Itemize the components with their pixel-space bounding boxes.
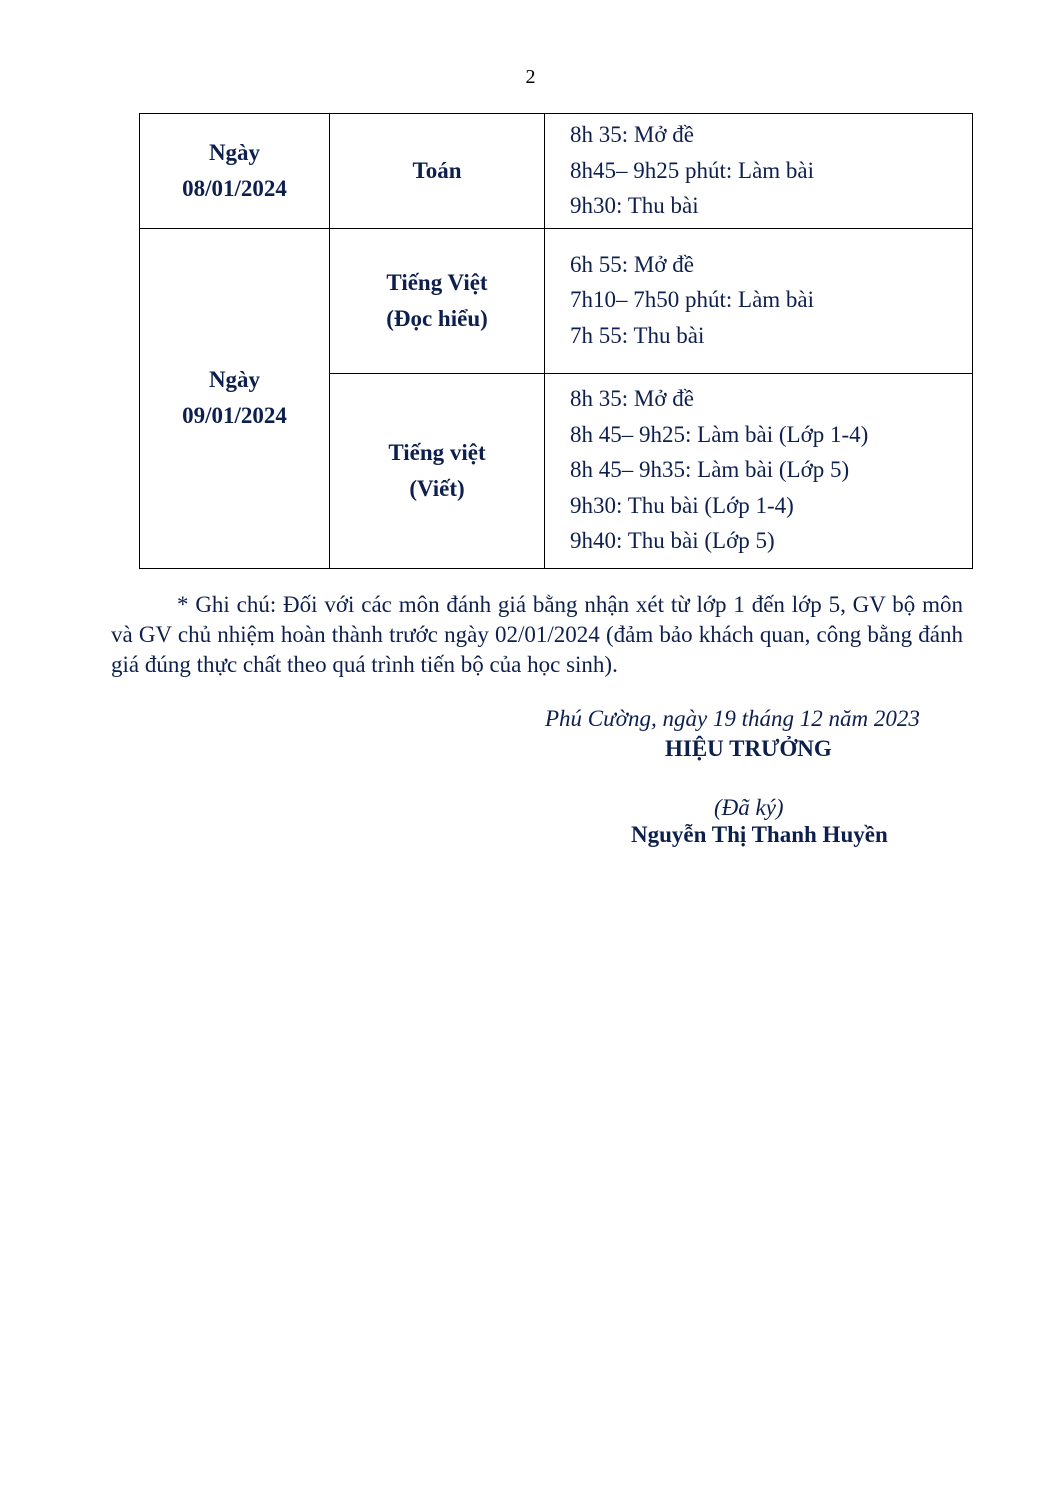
time-entry: 9h40: Thu bài (Lớp 5) (570, 528, 775, 554)
page-number: 2 (525, 66, 536, 88)
subject-detail: (Đọc hiểu) (386, 305, 488, 331)
signature-place-date: Phú Cường, ngày 19 tháng 12 năm 2023 (545, 706, 920, 731)
table-row (140, 114, 973, 229)
table-row (140, 228, 973, 373)
time-entry: 9h30: Thu bài (Lớp 1-4) (570, 492, 794, 518)
times-cell (545, 373, 973, 568)
time-entry: 8h 35: Mở đề (570, 386, 694, 412)
time-entry: 7h10– 7h50 phút: Làm bài (570, 287, 815, 313)
subject-name: Tiếng việt (388, 439, 486, 465)
time-entry: 6h 55: Mở đề (570, 251, 694, 277)
time-entry: 8h45– 9h25 phút: Làm bài (570, 157, 815, 183)
date-value: 08/01/2024 (182, 175, 287, 201)
signature-title: HIỆU TRƯỞNG (665, 736, 832, 761)
times-cell (545, 114, 973, 229)
time-entry: 9h30: Thu bài (570, 193, 699, 218)
subject-name: Toán (412, 157, 462, 183)
times-cell (545, 228, 973, 373)
date-value: 09/01/2024 (182, 403, 287, 428)
exam-schedule-table (139, 113, 973, 569)
date-cell (140, 114, 330, 229)
note-paragraph: * Ghi chú: Đối với các môn đánh giá bằng nhận xét từ lớp 1 đến lớp 5, GV bộ môn và GV chủ nhiệm hoàn thành trước ngày 02/01/2024 (đảm bảo khách quan, công bằng đánh giá đúng thực chất theo quá trình tiến bộ của học sinh). (111, 592, 963, 677)
subject-cell (330, 228, 545, 373)
signature-name: Nguyễn Thị Thanh Huyền (631, 822, 888, 847)
signature-status: (Đã ký) (714, 795, 784, 820)
time-entry: 7h 55: Thu bài (570, 322, 705, 348)
subject-detail: (Viết) (409, 475, 465, 501)
time-entry: 8h 45– 9h35: Làm bài (Lớp 5) (570, 457, 850, 483)
date-label: Ngày (208, 139, 261, 165)
time-entry: 8h 35: Mở đề (570, 122, 694, 147)
time-entry: 8h 45– 9h25: Làm bài (Lớp 1-4) (570, 421, 869, 447)
subject-name: Tiếng Việt (386, 269, 488, 295)
date-label: Ngày (208, 367, 261, 392)
subject-cell (330, 373, 545, 568)
subject-cell (330, 114, 545, 229)
date-cell (140, 228, 330, 568)
